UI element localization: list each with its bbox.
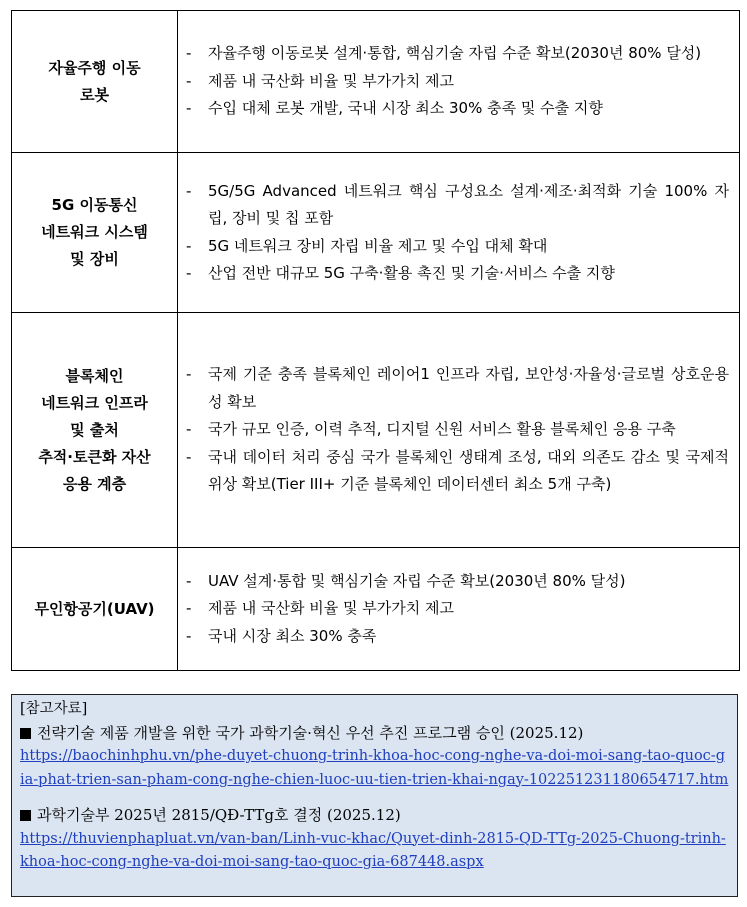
square-bullet-icon <box>20 810 31 821</box>
reference-title: 과학기술부 2025년 2815/QĐ-TTg호 결정 (2025.12) <box>20 804 729 828</box>
table-row <box>12 11 740 153</box>
category-line: 응용 계층 <box>62 474 127 493</box>
category-line: 및 출처 <box>70 420 119 439</box>
category-line: 네트워크 시스템 <box>41 223 148 241</box>
category-line: 로봇 <box>80 85 109 104</box>
list-item: - 국내 데이터 처리 중심 국가 블록체인 생태계 조성, 대외 의존도 감소 및 국제적 위상 확보(Tier III+ 기준 블록체인 데이터센터 최소 5개 구축) <box>186 447 729 494</box>
references-label: [참고자료] <box>20 701 88 717</box>
references-box <box>11 694 738 897</box>
reference-title: 전략기술 제품 개발을 위한 국가 과학기술·혁신 우선 추진 프로그램 승인 (2025.12) <box>20 722 729 746</box>
category-cell <box>12 11 178 153</box>
list-item: - 5G 네트워크 장비 자립 비율 제고 및 수입 대체 확대 <box>186 236 548 255</box>
list-item: - 산업 전반 대규모 5G 구축·활용 촉진 및 기술·서비스 수출 지향 <box>186 264 615 282</box>
reference-link[interactable]: https://thuvienphapluat.vn/van-ban/Linh-vuc-khac/Quyet-dinh-2815-QD-TTg-2025-Chuong-trinh-khoa-hoc-cong-nghe-va-doi-moi-sang-tao-quoc-gia-687448.aspx <box>20 830 726 870</box>
table-row <box>12 313 740 548</box>
list-item: - 제품 내 국산화 비율 및 부가가치 제고 <box>186 599 454 618</box>
category-cell <box>12 153 178 313</box>
list-item: - UAV 설계·통합 및 핵심기술 자립 수준 확보(2030년 80% 달성) <box>186 571 626 590</box>
list-item: - 5G/5G Advanced 네트워크 핵심 구성요소 설계·제조·최적화 기술 100% 자립, 장비 및 칩 포함 <box>186 181 729 227</box>
strategic-tech-table <box>11 10 740 671</box>
reference-link[interactable]: https://baochinhphu.vn/phe-duyet-chuong-trinh-khoa-hoc-cong-nghe-va-doi-moi-sang-tao-quoc-gia-phat-trien-san-pham-cong-nghe-chien-luoc-uu-tien-trien-khai-ngay-102251231180654717.htm <box>20 748 729 788</box>
description-cell <box>178 153 740 313</box>
table-row <box>12 548 740 671</box>
category-line: 추적·토큰화 자산 <box>38 447 151 466</box>
category-line: 블록체인 <box>65 366 124 385</box>
description-cell <box>178 11 740 153</box>
description-cell <box>178 313 740 548</box>
category-line: 5G 이동통신 <box>51 196 138 214</box>
list-item: - 국내 시장 최소 30% 충족 <box>186 626 377 645</box>
description-cell <box>178 548 740 671</box>
table-row <box>12 153 740 313</box>
category-line: 및 장비 <box>70 250 119 268</box>
list-item: - 국가 규모 인증, 이력 추적, 디지털 신원 서비스 활용 블록체인 응용 구축 <box>186 420 676 439</box>
list-item: - 자율주행 이동로봇 설계·통합, 핵심기술 자립 수준 확보(2030년 80% 달성) <box>186 44 702 63</box>
list-item: - 제품 내 국산화 비율 및 부가가치 제고 <box>186 71 454 90</box>
category-line: 무인항공기(UAV) <box>34 599 155 618</box>
square-bullet-icon <box>20 728 31 739</box>
category-cell <box>12 548 178 671</box>
list-item: - 수입 대체 로봇 개발, 국내 시장 최소 30% 충족 및 수출 지향 <box>186 99 603 118</box>
category-line: 네트워크 인프라 <box>41 393 148 412</box>
list-item: - 국제 기준 충족 블록체인 레이어1 인프라 자립, 보안성·자율성·글로벌 상호운용성 확보 <box>186 365 729 411</box>
category-cell <box>12 313 178 548</box>
category-line: 자율주행 이동 <box>48 58 141 77</box>
